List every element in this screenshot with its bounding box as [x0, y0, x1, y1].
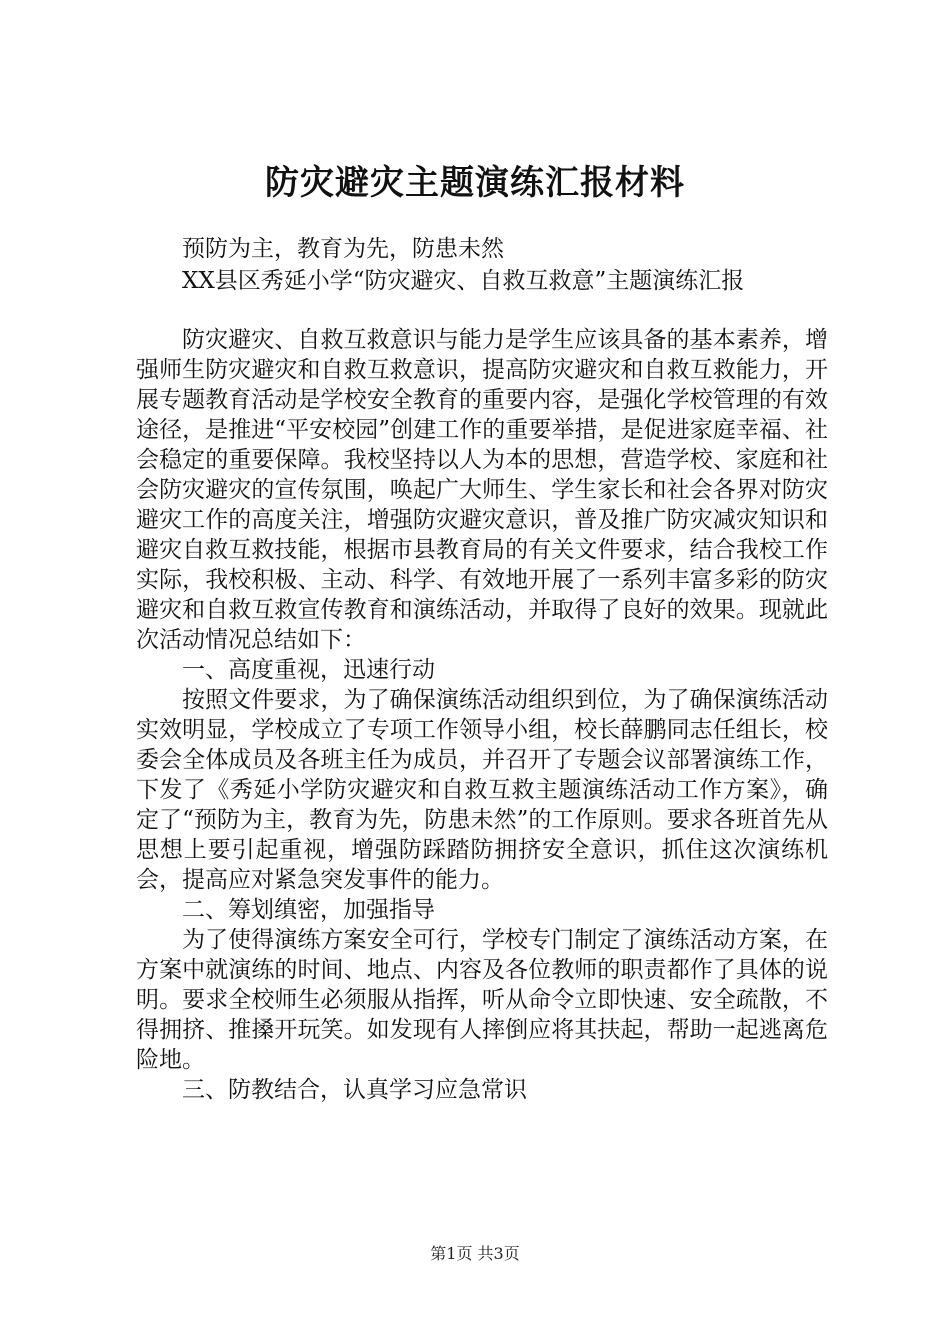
paragraph-intro: 防灾避灾、自救互救意识与能力是学生应该具备的基本素养，增强师生防灾避灾和自救互救意识，提高防灾避灾和自救互救能力，开展专题教育活动是学校安全教育的重要内容，是强化学校管理的有效途径，是推进“平安校园”创建工作的重要举措，是促进家庭幸福、社会稳定的重要保障。我校坚持以人为本的思想，营造学校、家庭和社会防灾避灾的宣传氛围，唤起广大师生、学生家长和社会各界对防灾避灾工作的高度关注，增强防灾避灾意识，普及推广防灾减灾知识和避灾自救互救技能，根据市县教育局的有关文件要求，结合我校工作实际，我校积极、主动、科学、有效地开展了一系列丰富多彩的防灾避灾和自救互救宣传教育和演练活动，并取得了良好的效果。现就此次活动情况总结如下： — [136, 327, 828, 653]
section-heading-1: 一、高度重视，迅速行动 — [182, 657, 435, 683]
section-heading-3: 三、防教结合，认真学习应急常识 — [182, 1077, 527, 1103]
paragraph-section-1: 按照文件要求，为了确保演练活动组织到位，为了确保演练活动实效明显，学校成立了专项工作领导小组，校长薛鹏同志任组长，校委会全体成员及各班主任为成员，并召开了专题会议部署演练工作，下发了《秀延小学防灾避灾和自救互救主题演练活动工作方案》，确定了“预防为主，教育为先，防患未然”的工作原则。要求各班首先从思想上要引起重视，增强防踩踏防拥挤安全意识，抓住这次演练机会，提高应对紧急突发事件的能力。 — [136, 687, 828, 893]
subtitle-slogan: 预防为主，教育为先，防患未然 — [182, 236, 504, 262]
subtitle-report-name: XX县区秀延小学“防灾避灾、自救互救意”主题演练汇报 — [182, 268, 745, 294]
section-heading-2: 二、筹划缜密，加强指导 — [182, 897, 435, 923]
document-body — [136, 325, 828, 1105]
page-footer: 第1页 共3页 — [430, 1244, 520, 1263]
document-title: 防灾避灾主题演练汇报材料 — [265, 163, 685, 203]
paragraph-section-2: 为了使得演练方案安全可行，学校专门制定了演练活动方案，在方案中就演练的时间、地点、内容及各位教师的职责都作了具体的说明。要求全校师生必须服从指挥，听从命令立即快速、安全疏散，不得拥挤、推搡开玩笑。如发现有人摔倒应将其扶起，帮助一起逃离危险地。 — [136, 927, 828, 1073]
